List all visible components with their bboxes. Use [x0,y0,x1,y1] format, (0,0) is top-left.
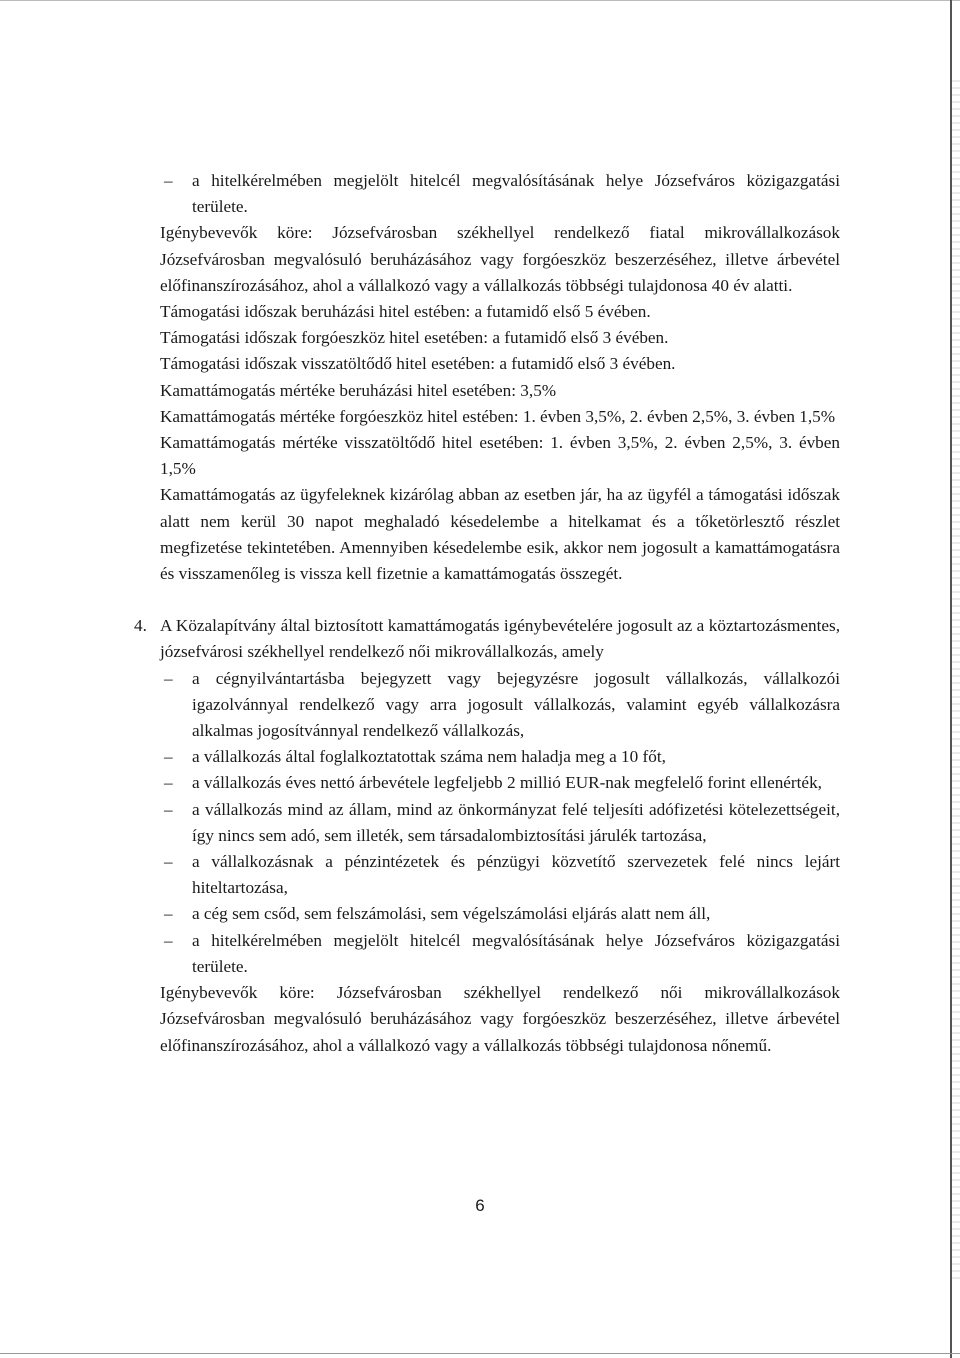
eligibility-paragraph: Igénybevevők köre: Józsefvárosban székhellyel rendelkező fiatal mikrovállalkozások Józsefvárosban megvalósuló beruházásához vagy forgóeszköz beszerzéséhez, illetve árbevétel előfinanszírozásához, ahol a vállalkozó vagy a vállalkozás többségi tulajdonosa 40 év alatti. [160,223,840,295]
list-item [160,770,840,796]
dash-bullet: – [164,747,173,767]
list-item [160,666,840,745]
support-period-investment: Támogatási időszak beruházási hitel estében: a futamidő első 5 évében. [160,302,651,322]
list-item-text: a vállalkozás éves nettó árbevétele legfeljebb 2 millió EUR-nak megfelelő forint ellenérték, [192,773,822,793]
interest-rate-investment: Kamattámogatás mértéke beruházási hitel esetében: 3,5% [160,380,557,400]
list-item [160,797,840,849]
list-item-text: a hitelkérelmében megjelölt hitelcél megvalósításának helye Józsefváros közigazgatási területe. [192,930,840,976]
conditions-paragraph: Kamattámogatás az ügyfeleknek kizárólag abban az esetben jár, ha az ügyfél a támogatási időszak alatt nem kerül 30 napot meghaladó késedelembe a hitelkamat és a tőketörlesztő részlet megfizetése tekintetében. Amennyiben késedelembe esik, akkor nem jogosult a kamattámogatásra és visszamenőleg is vissza kell fizetnie a kamattámogatás összegét. [160,485,840,584]
list-item-text: a vállalkozás mind az állam, mind az önkormányzat felé teljesíti adófizetési kötelezettségeit, így nincs sem adó, sem illeték, sem társadalombiztosítási járulék tartozása, [192,799,840,845]
dash-bullet: – [164,668,173,688]
list-item [160,849,840,901]
dash-bullet: – [164,773,173,793]
interest-rate-working-capital: Kamattámogatás mértéke forgóeszköz hitel estében: 1. évben 3,5%, 2. évben 2,5%, 3. évben 1,5% [160,406,836,426]
support-period-revolving: Támogatási időszak visszatöltődő hitel esetében: a futamidő első 3 évében. [160,354,676,374]
list-item [160,928,840,980]
scan-edge-bottom [0,1353,960,1354]
list-item-text: a vállalkozásnak a pénzintézetek és pénzügyi közvetítő szervezetek felé nincs lejárt hiteltartozása, [192,852,840,898]
list-item [160,901,840,927]
support-period-working-capital: Támogatási időszak forgóeszköz hitel esetében: a futamidő első 3 évében. [160,328,669,348]
dash-bullet: – [164,904,173,924]
section-closing: Igénybevevők köre: Józsefvárosban székhellyel rendelkező női mikrovállalkozások Józsefvárosban megvalósuló beruházásához vagy forgóeszköz beszerzéséhez, illetve árbevétel előfinanszírozásához, ahol a vállalkozó vagy a vállalkozás többségi tulajdonosa nőnemű. [160,983,840,1055]
page-number: 6 [475,1196,485,1215]
scan-noise [952,80,960,1280]
list-item [160,744,840,770]
dash-bullet: – [164,799,173,819]
list-item-text: a cég sem csőd, sem felszámolási, sem végelszámolási eljárás alatt nem áll, [192,904,711,924]
list-item-text: a cégnyilvántartásba bejegyzett vagy bejegyzésre jogosult vállalkozás, vállalkozói igazolvánnyal rendelkező vagy arra jogosult vállalkozás, valamint egyéb vállalkozásra alkalmas jogosítvánnyal rendelkező vállalkozás, [192,668,840,741]
document-body [134,168,840,1059]
section-intro: A Közalapítvány által biztosított kamattámogatás igénybevételére jogosult az a köztartozásmentes, józsefvárosi székhellyel rendelkező női mikrovállalkozás, amely [160,616,840,662]
dash-bullet: – [164,930,173,950]
list-item-text: a vállalkozás által foglalkoztatottak száma nem haladja meg a 10 főt, [192,747,666,767]
section-number: 4. [134,616,147,636]
dash-bullet: – [164,852,173,872]
interest-rate-revolving: Kamattámogatás mértéke visszatöltődő hitel esetében: 1. évben 3,5%, 2. évben 2,5%, 3. évben 1,5% [160,433,840,479]
dash-bullet: – [164,171,173,190]
section-4 [134,613,840,1058]
scan-edge-top [0,0,960,1]
list-item-text: a hitelkérelmében megjelölt hitelcél megvalósításának helye Józsefváros közigazgatási területe. [192,171,840,217]
list-item [160,168,840,220]
